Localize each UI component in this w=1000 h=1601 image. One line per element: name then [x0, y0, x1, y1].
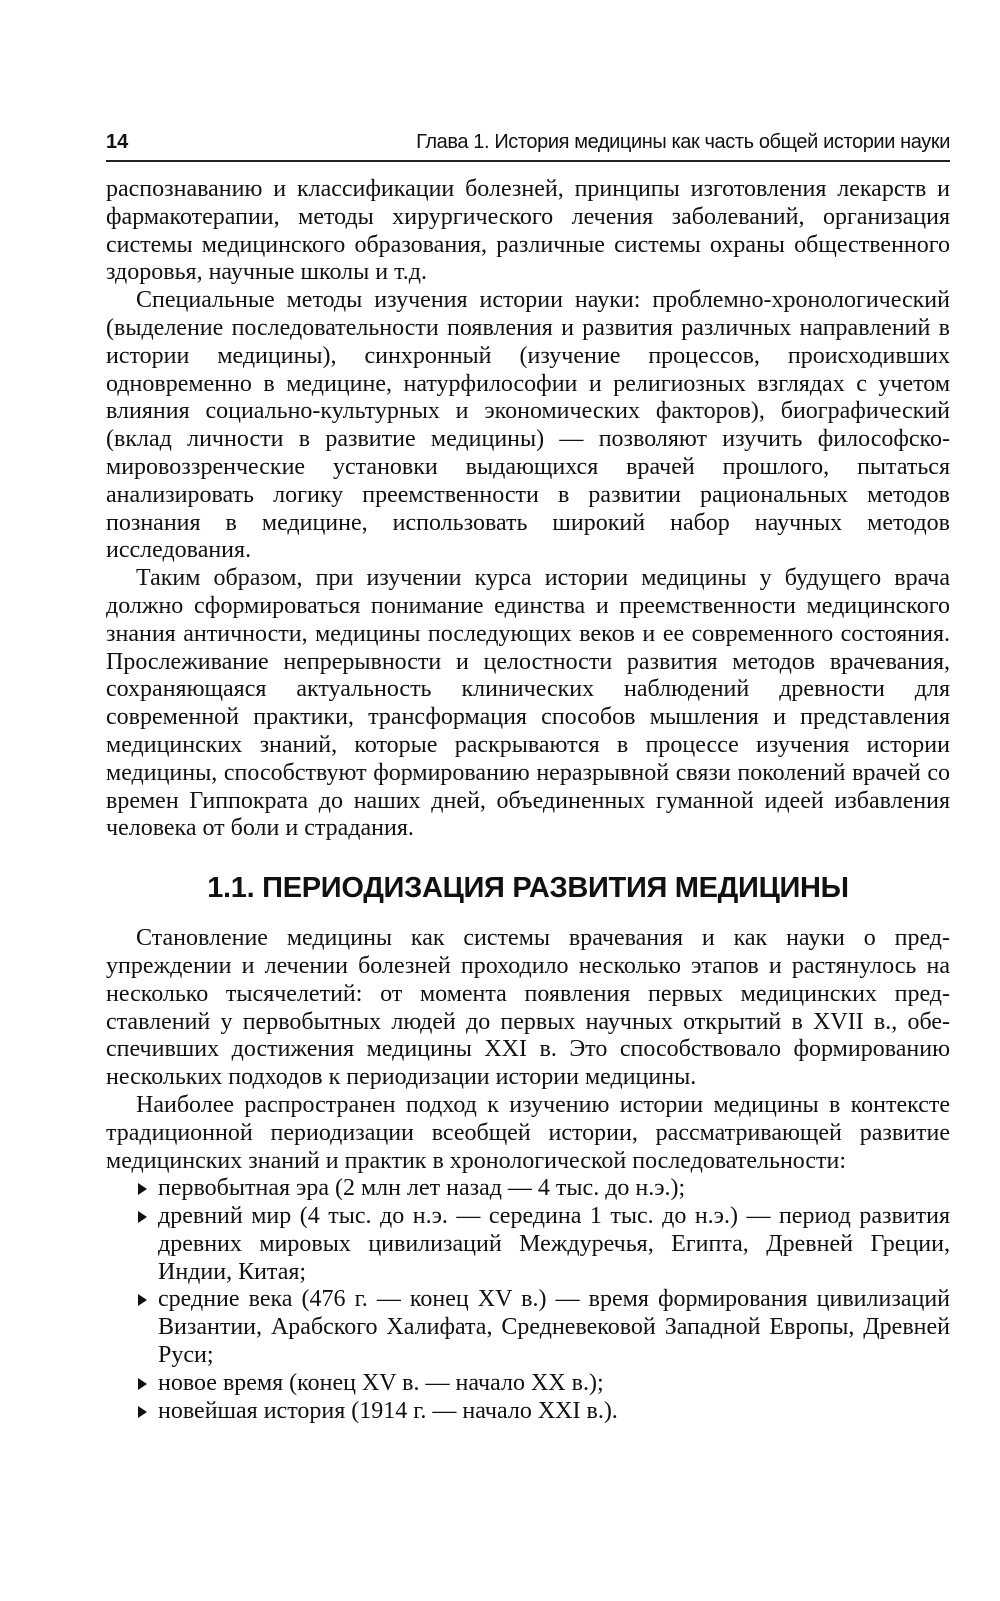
list-item-text: древний мир (4 тыс. до н.э. — середина 1 тыс. до н.э.) — период развития древних мировых цивилизаций Междуречья, Египта, Древней Греции, Индии, Китая; [158, 1203, 950, 1285]
paragraph-continuation: распознаванию и классификации болезней, принципы изготовления лекарств и фармакотерапии, методы хирургического лечения заболеваний, организация системы медицинского образования, различные системы охраны общественного здоровья, научные школы и т.д. [106, 176, 950, 286]
running-header [106, 128, 950, 162]
paragraph-approach: Наиболее распространен подход к изучению истории медицины в контексте традиционной периодизации всеобщей истории, рассматривающей развитие медицинских знаний и практик в хронологической последовательности: [106, 1091, 950, 1174]
list-item-text: первобытная эра (2 млн лет назад — 4 тыс. до н.э.); [158, 1175, 686, 1202]
list-item [106, 1370, 950, 1398]
page-number: 14 [106, 131, 129, 153]
triangle-bullet-icon [138, 1183, 147, 1195]
list-item-text: новое время (конец XV в. — начало XX в.); [158, 1369, 604, 1396]
list-item [106, 1203, 950, 1286]
periods-list [106, 1175, 950, 1425]
paragraph-conclusion: Таким образом, при изучении курса истории медицины у будущего врача должно сформироваться понимание единства и преемственности медицинского знания античности, медицины последующих веков и ее современного состояния. Прослеживание непрерывности и целостности развития методов врачевания, сохраняющаяся актуальность клинических наблюдений древности для современной практики, трансформация способов мышления и представления медицинских знаний, которые раскрываются в процессе изучения истории медицины, способствуют формированию неразрывной связи поколений врачей со времен Гиппократа до наших дней, объединенных гуманной идеей избавления человека от боли и страдания. [106, 565, 950, 842]
triangle-bullet-icon [138, 1406, 147, 1418]
list-item [106, 1398, 950, 1426]
triangle-bullet-icon [138, 1294, 147, 1306]
paragraph-methods: Специальные методы изучения истории науки: проблемно-хронологический (выделение последовательности появления и развития различных направлений в истории медицины), синхронный (изучение процессов, происходивших одновременно в медицине, натурфилософии и религиозных взглядах с учетом влияния социально-культурных и экономических факторов), биографический (вклад личности в развитие медицины) — позволяют изучить философско-мировоззренческие установки выдающихся врачей прошлого, пытаться анализировать логику преемственности в развитии рациональных методов познания в медицине, использовать широкий набор научных методов исследования. [106, 287, 950, 564]
list-item [106, 1175, 950, 1203]
triangle-bullet-icon [138, 1378, 147, 1390]
section-heading: 1.1. ПЕРИОДИЗАЦИЯ РАЗВИТИЯ МЕДИЦИНЫ [207, 872, 849, 905]
triangle-bullet-icon [138, 1211, 147, 1223]
list-item-text: новейшая история (1914 г. — начало XXI в.). [158, 1397, 618, 1424]
paragraph-formation: Становление медицины как системы врачевания и как науки о предупреждении и лечении болезней проходило несколько этапов и растянулось на несколько тысячелетий: от момента появления первых медицинских представлений у первобытных людей до первых научных открытий в XVII в., обеспечивших достижения медицины XXI в. Это способствовало формированию нескольких подходов к периодизации истории медицины. [106, 925, 950, 1091]
list-item [106, 1286, 950, 1369]
chapter-title: Глава 1. История медицины как часть общей истории науки [416, 131, 950, 153]
page-body [106, 176, 950, 1425]
list-item-text: средние века (476 г. — конец XV в.) — время формирования цивилизаций Византии, Арабского Халифата, Средневековой Западной Европы, Древней Руси; [158, 1286, 950, 1369]
